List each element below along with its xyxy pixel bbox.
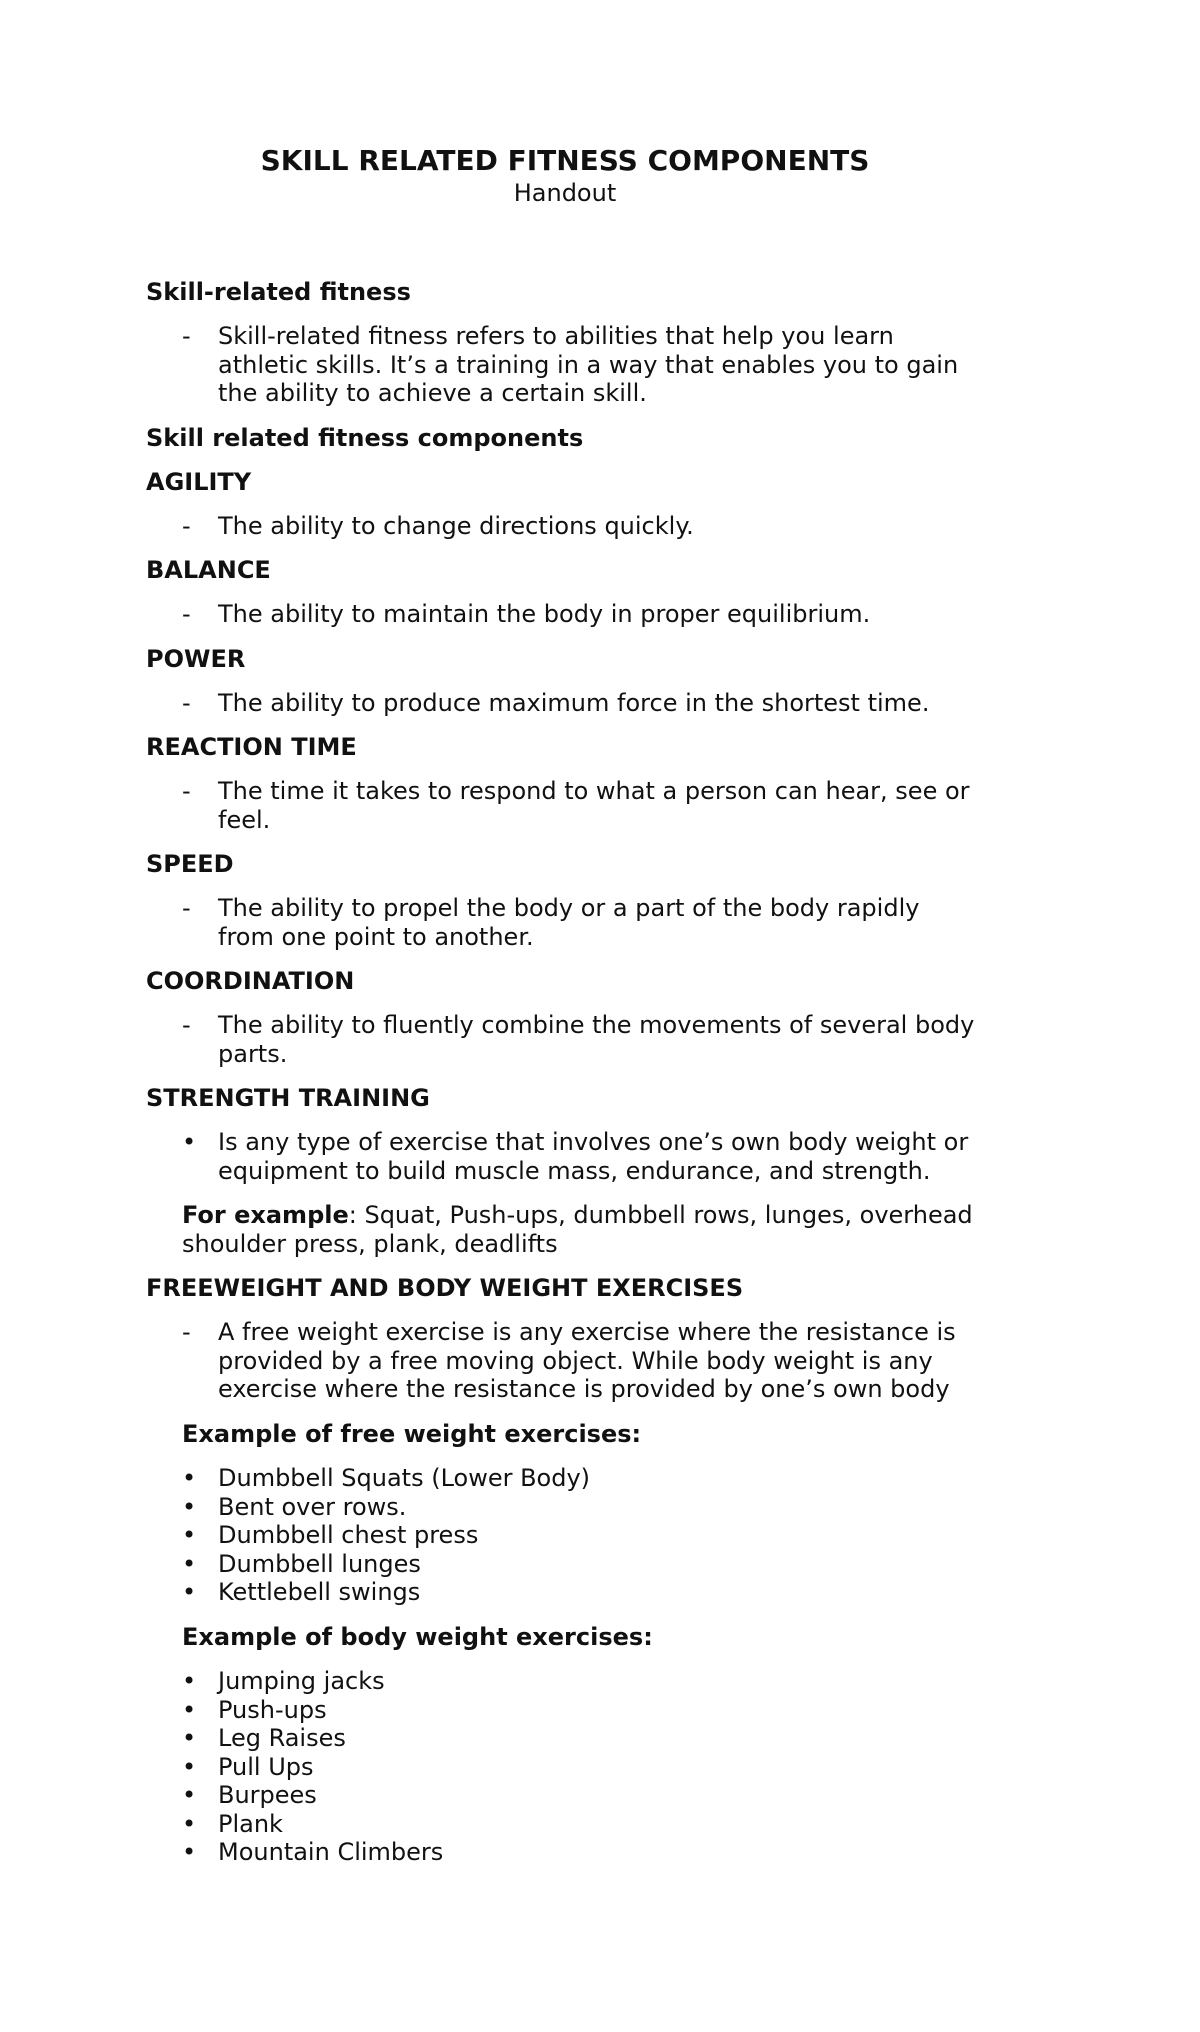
section-heading-components: Skill related fitness components	[146, 423, 584, 452]
dash-marker: -	[182, 894, 191, 922]
bullet-marker: •	[182, 1809, 197, 1838]
definition-text: The ability to fluently combine the movements of several body parts.	[218, 1011, 975, 1068]
bullet-marker: •	[182, 1492, 197, 1521]
list-item	[146, 1578, 1046, 1607]
list-item	[146, 1464, 1046, 1493]
body-weight-examples-heading: Example of body weight exercises:	[182, 1622, 653, 1651]
dash-marker: -	[182, 511, 191, 540]
list-item	[146, 1493, 1046, 1522]
list-item	[146, 1838, 1046, 1867]
bullet-marker: •	[182, 1695, 197, 1724]
intro-definition-text: Skill-related fitness refers to abilities that help you learn athletic skills. It’s a training in a way that enables you to gain the ability to achieve a certain skill.	[218, 322, 959, 407]
component-heading-coordination: COORDINATION	[146, 967, 355, 995]
section-heading-strength-training: STRENGTH TRAINING	[146, 1084, 430, 1112]
bullet-marker: •	[182, 1838, 197, 1866]
freeweight-definition	[146, 1318, 978, 1404]
section-heading-freeweight: FREEWEIGHT AND BODY WEIGHT EXERCISES	[146, 1274, 744, 1302]
freeweight-definition-text: A free weight exercise is any exercise where the resistance is provided by a free moving object. While body weight is any exercise where the resistance is provided by one’s own body	[218, 1318, 956, 1403]
dash-marker: -	[182, 322, 191, 350]
section-heading-skill-related-fitness: Skill-related fitness	[146, 278, 411, 306]
bullet-marker: •	[182, 1578, 197, 1606]
component-definition-agility	[146, 512, 978, 541]
body-weight-examples-list	[146, 1667, 1046, 1867]
dash-marker: -	[182, 688, 191, 717]
list-item-text: Jumping jacks	[218, 1667, 385, 1695]
document-title: SKILL RELATED FITNESS COMPONENTS	[260, 144, 870, 177]
free-weight-examples-heading: Example of free weight exercises:	[182, 1419, 642, 1448]
list-item-text: Kettlebell swings	[218, 1578, 421, 1606]
component-heading-speed: SPEED	[146, 850, 234, 878]
list-item-text: Dumbbell Squats (Lower Body)	[218, 1464, 591, 1492]
list-item-text: Bent over rows.	[218, 1492, 407, 1521]
dash-marker: -	[182, 1318, 191, 1346]
list-item-text: Push-ups	[218, 1695, 327, 1724]
example-label: For example	[182, 1201, 349, 1229]
component-definition-coordination	[146, 1011, 978, 1068]
document-subtitle: Handout	[513, 179, 617, 207]
component-definition-speed	[146, 894, 978, 951]
list-item	[146, 1667, 1046, 1696]
definition-text: The ability to maintain the body in proper equilibrium.	[218, 600, 871, 628]
list-item	[146, 1521, 1046, 1550]
strength-definition-text: Is any type of exercise that involves one’s own body weight or equipment to build muscle mass, endurance, and strength.	[218, 1128, 969, 1185]
bullet-marker: •	[182, 1521, 197, 1549]
dash-marker: -	[182, 777, 191, 805]
bullet-marker: •	[182, 1724, 197, 1752]
definition-text: The ability to change directions quickly.	[218, 511, 694, 540]
component-heading-power: POWER	[146, 644, 246, 673]
bullet-marker: •	[182, 1464, 197, 1492]
component-definition-balance	[146, 600, 978, 629]
dash-marker: -	[182, 600, 191, 628]
definition-text: The time it takes to respond to what a person can hear, see or feel.	[218, 777, 970, 834]
list-item	[146, 1753, 1046, 1782]
component-definition-reaction-time	[146, 777, 978, 834]
bullet-marker: •	[182, 1781, 197, 1809]
strength-example	[146, 1201, 982, 1258]
component-heading-balance: BALANCE	[146, 556, 271, 584]
list-item	[146, 1781, 1046, 1810]
example-text: : Squat, Push-ups, dumbbell rows, lunges, overhead shoulder press, plank, deadlifts	[182, 1201, 973, 1258]
list-item	[146, 1550, 1046, 1579]
document-body	[146, 278, 1046, 1883]
bullet-marker: •	[182, 1128, 197, 1156]
strength-definition	[146, 1128, 978, 1185]
bullet-marker: •	[182, 1752, 197, 1781]
list-item	[146, 1724, 1046, 1753]
component-heading-reaction-time: REACTION TIME	[146, 733, 357, 761]
bullet-marker: •	[182, 1667, 197, 1695]
list-item-text: Leg Raises	[218, 1724, 346, 1752]
bullet-marker: •	[182, 1549, 197, 1578]
definition-text: The ability to propel the body or a part of the body rapidly from one point to another.	[218, 894, 920, 951]
component-definition-power	[146, 689, 978, 718]
list-item-text: Burpees	[218, 1781, 317, 1809]
list-item-text: Plank	[218, 1809, 283, 1838]
component-heading-agility: AGILITY	[146, 467, 252, 496]
list-item-text: Pull Ups	[218, 1752, 314, 1781]
list-item	[146, 1810, 1046, 1839]
list-item	[146, 1696, 1046, 1725]
intro-definition	[146, 322, 978, 408]
free-weight-examples-list	[146, 1464, 1046, 1607]
definition-text: The ability to produce maximum force in the shortest time.	[218, 688, 930, 717]
list-item-text: Dumbbell lunges	[218, 1549, 421, 1578]
list-item-text: Mountain Climbers	[218, 1838, 444, 1866]
dash-marker: -	[182, 1011, 191, 1039]
list-item-text: Dumbbell chest press	[218, 1521, 479, 1549]
